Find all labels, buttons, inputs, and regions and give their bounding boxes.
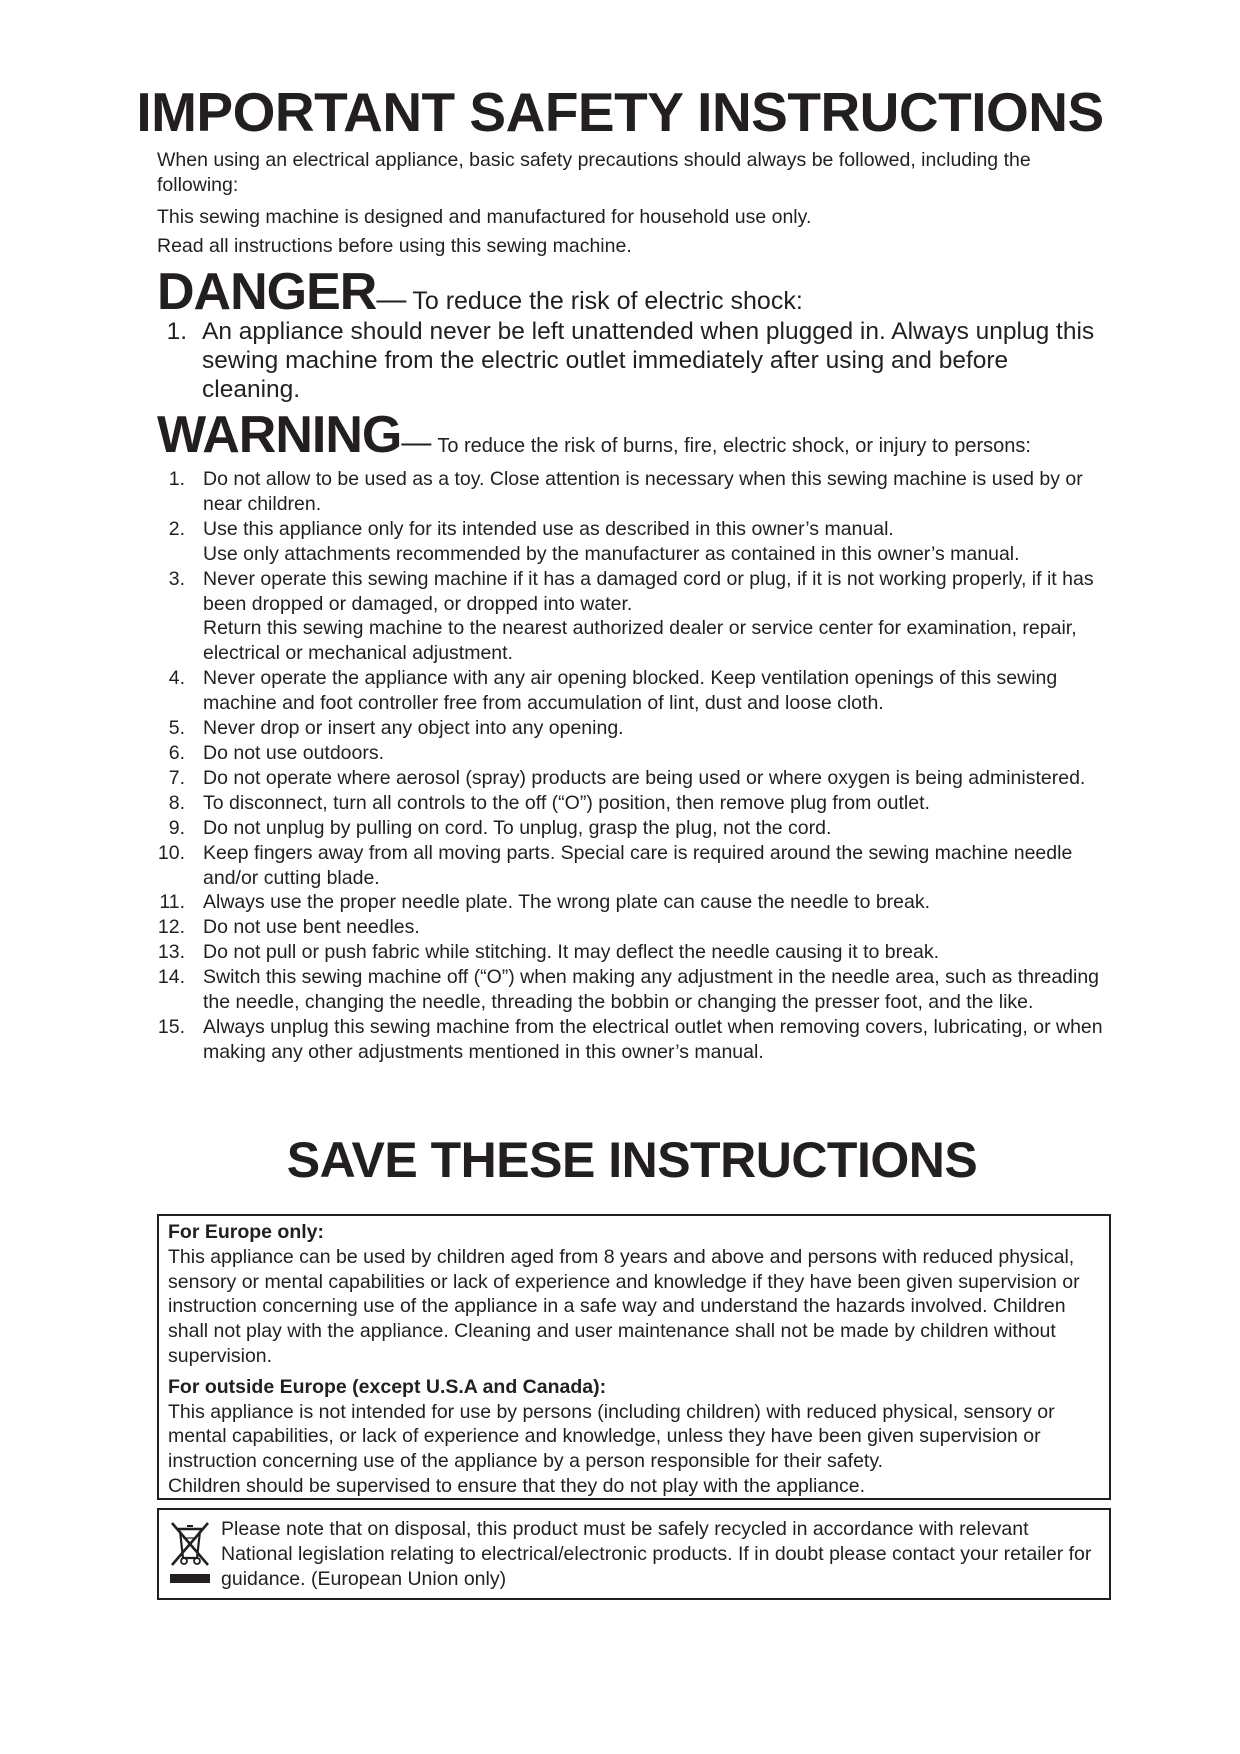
warning-item-text: Do not use outdoors. [203, 741, 385, 764]
warning-item-number: 11. [159, 891, 185, 914]
warning-item-number: 15. [157, 1015, 185, 1038]
danger-subtitle: To reduce the risk of electric shock: [412, 287, 803, 315]
warning-item [157, 1015, 1107, 1065]
intro-read-all: Read all instructions before using this sewing machine. [157, 235, 632, 257]
warning-item-text: Do not unplug by pulling on cord. To unplug, grasp the plug, not the cord. [203, 816, 832, 839]
warning-item [157, 517, 1107, 567]
warning-item-text: Keep fingers away from all moving parts. Special care is required around the sewing machine needle and/or cutting blade. [203, 841, 1073, 889]
crossed-out-wheelie-bin-icon [169, 1518, 211, 1590]
warning-word: WARNING [157, 406, 402, 464]
warning-item [157, 816, 1107, 841]
warning-item-extra: Use only attachments recommended by the manufacturer as contained in this owner’s manual. [203, 542, 1020, 565]
warning-item-text: Never operate this sewing machine if it has a damaged cord or plug, if it is not working properly, if it has been dropped or damaged, or dropped into water. [203, 567, 1094, 615]
warning-item-number: 2. [168, 517, 185, 540]
warning-item-number: 5. [168, 717, 185, 740]
danger-word: DANGER [157, 263, 377, 321]
warning-item [157, 766, 1107, 791]
page-title: IMPORTANT SAFETY INSTRUCTIONS [136, 81, 1104, 143]
danger-item-text: An appliance should never be left unattended when plugged in. Always unplug this sewing machine from the electric outlet immediately after using and before cleaning. [202, 318, 1095, 403]
warning-item-extra: Return this sewing machine to the nearest authorized dealer or service center for examination, repair, electrical or mechanical adjustment. [203, 617, 1077, 665]
warning-item-number: 8. [168, 791, 185, 814]
warning-item [157, 915, 1107, 940]
warning-heading [157, 405, 1031, 465]
warning-item-text: Do not operate where aerosol (spray) products are being used or where oxygen is being administered. [203, 766, 1086, 789]
danger-dash: — [376, 283, 407, 316]
warning-item-text: To disconnect, turn all controls to the off (“O”) position, then remove plug from outlet. [203, 791, 930, 814]
warning-subtitle: To reduce the risk of burns, fire, electric shock, or injury to persons: [437, 435, 1031, 457]
warning-item [157, 716, 1107, 741]
warning-dash: — [401, 426, 432, 459]
warning-item-number: 14. [157, 966, 185, 989]
children-supervision-text: Children should be supervised to ensure that they do not play with the appliance. [168, 1474, 866, 1497]
warning-item-text: Always use the proper needle plate. The wrong plate can cause the needle to break. [203, 891, 931, 914]
warning-item [157, 567, 1107, 667]
europe-notice-box [157, 1214, 1111, 1500]
warning-item [157, 741, 1107, 766]
disposal-notice-box [157, 1508, 1111, 1600]
warning-item-text: Switch this sewing machine off (“O”) when making any adjustment in the needle area, such as threading the needle, changing the needle, threading the bobbin or changing the presser foot, and the like. [203, 966, 1100, 1014]
warning-item [157, 841, 1107, 891]
warning-item-text: Do not use bent needles. [203, 916, 420, 939]
warning-item-text: Never drop or insert any object into any opening. [203, 717, 624, 740]
warning-item-number: 6. [168, 741, 185, 764]
danger-item [157, 317, 1097, 404]
warning-item-number: 4. [168, 667, 185, 690]
warning-item [157, 890, 1107, 915]
warning-item [157, 666, 1107, 716]
europe-only-text: This appliance can be used by children aged from 8 years and above and persons with reduced physical, sensory or mental capabilities or lack of experience and knowledge if they have been given supervision or instruction concerning use of the appliance in a safe way and understand the hazards involved. Children shall not play with the appliance. Cleaning and user maintenance shall not be made by children without supervision. [168, 1245, 1080, 1367]
warning-item-number: 3. [168, 567, 185, 590]
warning-item-number: 9. [168, 816, 185, 839]
danger-list [157, 317, 1097, 404]
europe-only-heading: For Europe only: [168, 1221, 324, 1243]
warning-item-text: Never operate the appliance with any air opening blocked. Keep ventilation openings of this sewing machine and foot controller free from accumulation of lint, dust and loose cloth. [203, 667, 1058, 715]
warning-item [157, 940, 1107, 965]
warning-item [157, 467, 1107, 517]
save-instructions-title: SAVE THESE INSTRUCTIONS [286, 1132, 978, 1188]
danger-item-number: 1. [166, 318, 187, 345]
warning-item-number: 12. [157, 916, 185, 939]
warning-item-text: Do not allow to be used as a toy. Close attention is necessary when this sewing machine is used by or near children. [203, 468, 1083, 515]
warning-list [157, 467, 1107, 1065]
warning-item-text: Always unplug this sewing machine from the electrical outlet when removing covers, lubricating, or when making any other adjustments mentioned in this owner’s manual. [203, 1015, 1103, 1063]
warning-item-number: 13. [157, 941, 185, 964]
warning-item [157, 965, 1107, 1015]
intro-precautions: When using an electrical appliance, basic safety precautions should always be followed, including the following: [157, 149, 1031, 196]
warning-item [157, 791, 1107, 816]
outside-europe-text: This appliance is not intended for use by persons (including children) with reduced physical, sensory or mental capabilities, or lack of experience and knowledge, unless they have been given supervision or instruction concerning use of the appliance by a person responsible for their safety. [168, 1400, 1055, 1473]
intro-household-use: This sewing machine is designed and manufactured for household use only. [157, 206, 812, 228]
warning-item-number: 7. [168, 766, 185, 789]
warning-item-number: 1. [168, 468, 185, 490]
warning-item-text: Use this appliance only for its intended use as described in this owner’s manual. [203, 517, 894, 540]
warning-item-text: Do not pull or push fabric while stitching. It may deflect the needle causing it to break. [203, 941, 939, 964]
outside-europe-heading: For outside Europe (except U.S.A and Canada): [168, 1375, 607, 1398]
warning-item-number: 10. [157, 841, 185, 864]
danger-heading [157, 262, 803, 322]
disposal-text: Please note that on disposal, this product must be safely recycled in accordance with relevant National legislation relating to electrical/electronic products. If in doubt please contact your retailer for guidance. (European Union only) [221, 1518, 1092, 1590]
